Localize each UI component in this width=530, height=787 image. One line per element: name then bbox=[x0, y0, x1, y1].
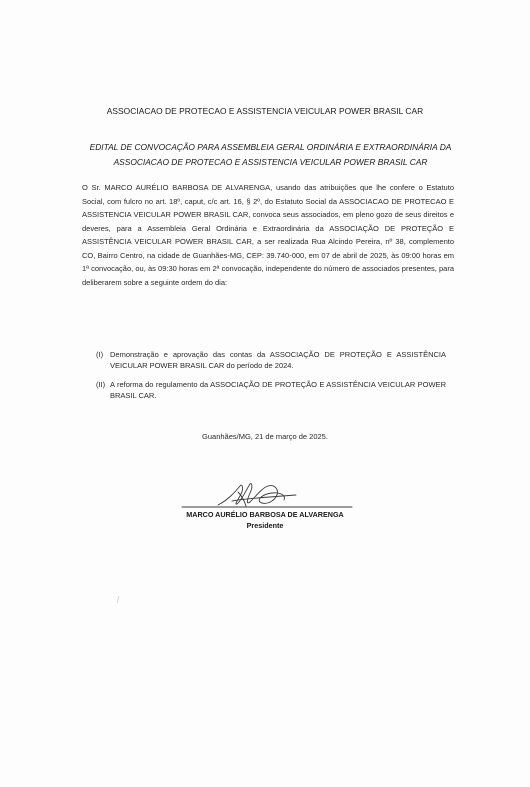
agenda-item bbox=[96, 349, 446, 371]
agenda-item-text: Demonstração e aprovação das contas da ASSOCIAÇÃO DE PROTEÇÃO E ASSISTÊNCIA VEICULAR POWER BRASIL CAR do período de 2024. bbox=[110, 350, 446, 370]
agenda-item-text: A reforma do regulamento da ASSOCIAÇÃO DE PROTEÇÃO E ASSISTÊNCIA VEICULAR POWER BRASIL CAR. bbox=[110, 380, 446, 400]
document-title: ASSOCIACAO DE PROTECAO E ASSISTENCIA VEICULAR POWER BRASIL CAR bbox=[106, 106, 424, 116]
convocation-paragraph: O Sr. MARCO AURÉLIO BARBOSA DE ALVARENGA, usando das atribuições que lhe confere o Estatuto Social, com fulcro no art. 18º, caput, c/c art. 16, § 2º, do Estatuto Social da ASSOCIACAO DE PROTECAO E ASSISTENCIA VEICULAR POWER BRASIL CAR, convoca seus associados, em pleno gozo de seus direitos e deveres, para a Assembleia Geral Ordinária e Extraordinária da ASSOCIAÇÃO DE PROTEÇÃO E ASSISTÊNCIA VEICULAR POWER BRASIL CAR, a ser realizada Rua Alcindo Pereira, nº 38, complemento CO, Bairro Centro, na cidade de Guanhães-MG, CEP: 39.740-000, em 07 de abril de 2025, às 09:00 horas em 1ª convocação, ou, às 09:30 horas em 2ª convocação, independente do número de associados presentes, para deliberarem sobre a seguinte ordem do dia: bbox=[82, 183, 454, 287]
subtitle-line-2: ASSOCIACAO DE PROTECAO E ASSISTENCIA VEICULAR POWER BRASIL CAR bbox=[113, 157, 428, 167]
agenda-item-number: (I) bbox=[96, 350, 104, 359]
scan-mark-icon bbox=[117, 596, 119, 603]
agenda-item bbox=[96, 379, 446, 401]
signer-name: MARCO AURÉLIO BARBOSA DE ALVARENGA bbox=[186, 510, 344, 519]
subtitle-line-1: EDITAL DE CONVOCAÇÃO PARA ASSEMBLEIA GERAL ORDINÁRIA E EXTRAORDINÁRIA DA bbox=[89, 142, 452, 152]
agenda-item-number: (II) bbox=[96, 380, 106, 389]
document-subtitle bbox=[88, 140, 453, 170]
signer-role: Presidente bbox=[246, 521, 284, 530]
place-date: Guanhães/MG, 21 de março de 2025. bbox=[202, 432, 328, 441]
